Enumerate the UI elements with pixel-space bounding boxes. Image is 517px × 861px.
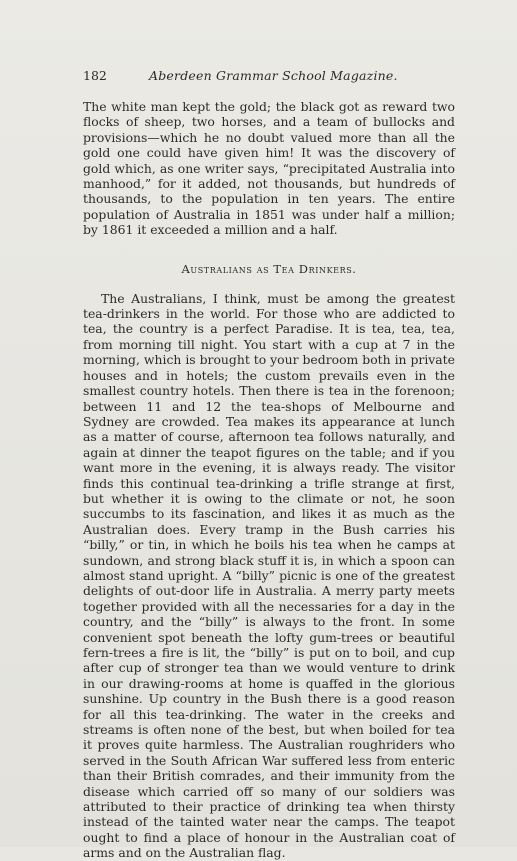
section-heading: Australians as Tea Drinkers. [181,261,357,276]
paragraph-tea-drinkers: The Australians, I think, must be among the greatest tea-drinkers in the world. For those who are addicted to tea, the country is a perfect Paradise. It is tea, tea, tea, from morning till night. You start with a cup at 7 in the morning, which is brought to your bedroom both in private houses and in hotels; the custom prevails even in the smallest country hotels. Then there is tea in the forenoon; between 11 and 12 the tea-shops of Melbourne and Sydney are crowded. Tea makes its appearance at lunch as a matter of course, afternoon tea follows naturally, and again at dinner the teapot figures on the table; and if you want more in the evening, it is always ready. The visitor finds this continual tea-drinking a trifle strange at first, but whether it is owing to the climate or not, he soon succumbs to its fascination, and likes it as much as the Australian does. Every tramp in the Bush carries his “billy,” or tin, in which he boils his tea when he camps at sundown, and strong black stuff it is, in which a spoon can almost stand upright. A “billy” picnic is one of the greatest delights of out-door life in Australia. A merry party meets together provided with all the necessaries for a day in the country, and the “billy” is always to the front. In some convenient spot beneath the lofty gum-trees or beautiful fern-trees a fire is lit, the “billy” is put on to boil, and cup after cup of stronger tea than we would venture to drink in our drawing-rooms at home is quaffed in the glorious sunshine. Up country in the Bush there is a good reason for all this tea-drinking. The water in the creeks and streams is often none of the best, but when boiled for tea it proves quite harmless. The Australian roughriders who served in the South African War suffered less from enteric than their British comrades, and their immunity from the disease which carried off so many of our soldiers was attributed to their practice of drinking tea when thirsty instead of the tainted water near the camps. The teapot ought to find a place of honour in the Australian coat of arms and on the Australian flag. [83,290,455,861]
page-number: 182 [83,68,107,83]
paragraph-gold-discovery: The white man kept the gold; the black got as reward two flocks of sheep, two horses, and a team of bullocks and provisions—which he no doubt valued more than all the gold one could have given him! It was the discovery of gold which, as one writer says, “precipitated Australia into manhood,” for it added, not thousands, but hundreds of thousands, to the population in ten years. The entire population of Australia in 1851 was under half a million; by 1861 it exceeded a million and a half. [83,99,455,238]
page-body [83,99,455,861]
page-header [83,68,455,84]
running-title: Aberdeen Grammar School Magazine. [149,68,398,83]
